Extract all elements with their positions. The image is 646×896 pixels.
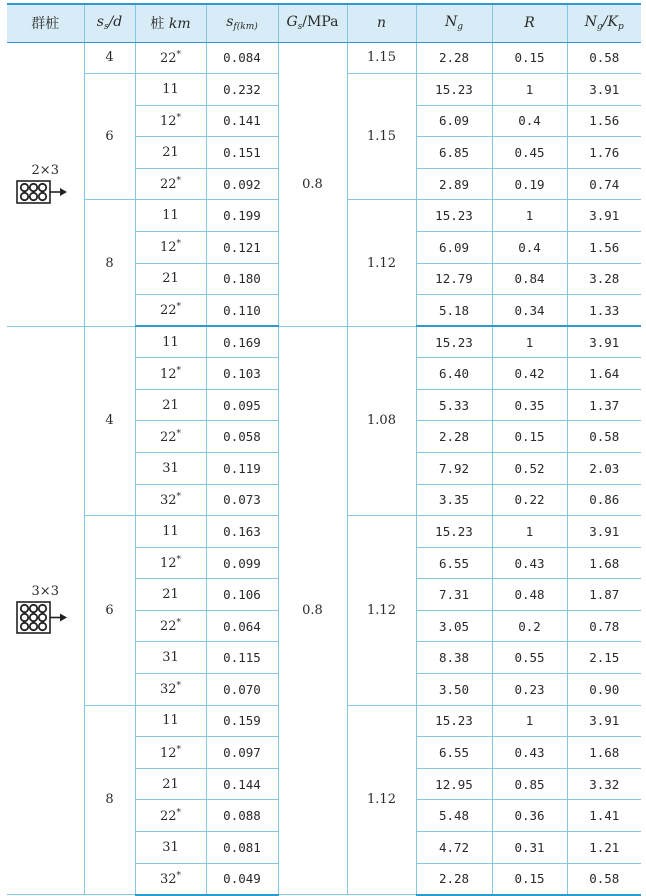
sf-cell: 0.095 <box>206 389 278 421</box>
star-mark: * <box>176 428 182 439</box>
km-cell <box>135 705 206 737</box>
sf-cell: 0.073 <box>206 484 278 516</box>
group-icon-wrap <box>7 601 84 636</box>
pile-circle <box>30 192 37 199</box>
r-cell: 0.15 <box>492 421 567 453</box>
gs-cell: 0.8 <box>278 42 347 326</box>
r-cell: 0.43 <box>492 547 567 579</box>
sf-cell: 0.119 <box>206 453 278 485</box>
pile-circle <box>21 623 28 630</box>
n-cell: 1.12 <box>347 705 416 894</box>
r-cell: 0.55 <box>492 642 567 674</box>
ngk-cell: 1.76 <box>567 137 641 169</box>
km-value: 22 <box>159 619 177 635</box>
pile-circle <box>30 605 37 612</box>
ngk-cell: 1.21 <box>567 831 641 863</box>
header-group: 群桩 <box>7 4 84 42</box>
table-row <box>7 326 641 358</box>
sf-cell: 0.092 <box>206 168 278 200</box>
r-cell: 1 <box>492 326 567 358</box>
km-value: 32 <box>159 682 177 698</box>
km-cell <box>135 579 206 611</box>
ng-cell: 2.28 <box>416 863 492 895</box>
km-value: 31 <box>162 839 179 855</box>
ng-cell: 4.72 <box>416 831 492 863</box>
km-value: 22 <box>159 808 177 824</box>
pile-group-2x3-icon <box>16 180 75 206</box>
r-cell: 0.23 <box>492 674 567 706</box>
km-cell <box>135 610 206 642</box>
km-value: 12 <box>159 745 177 761</box>
r-cell: 0.4 <box>492 105 567 137</box>
sf-cell: 0.232 <box>206 74 278 106</box>
ng-cell: 3.50 <box>416 674 492 706</box>
sf-cell: 0.049 <box>206 863 278 895</box>
km-value: 32 <box>159 492 177 508</box>
ng-cell: 7.92 <box>416 453 492 485</box>
n-cell: 1.12 <box>347 516 416 705</box>
pile-group-table <box>7 3 641 896</box>
km-cell <box>135 768 206 800</box>
group-label: 3×3 <box>31 584 59 600</box>
sd-cell: 8 <box>84 200 135 326</box>
star-mark: * <box>176 681 182 692</box>
ngk-cell: 2.15 <box>567 642 641 674</box>
header-row <box>7 4 641 42</box>
pile-circle <box>39 614 46 621</box>
km-value: 22 <box>159 429 177 445</box>
table-body <box>7 42 641 895</box>
group-icon-wrap <box>7 180 84 206</box>
ngk-cell: 2.03 <box>567 453 641 485</box>
sf-cell: 0.115 <box>206 642 278 674</box>
sf-cell: 0.064 <box>206 610 278 642</box>
ng-cell: 6.55 <box>416 737 492 769</box>
pile-circle <box>30 623 37 630</box>
r-cell: 0.45 <box>492 137 567 169</box>
star-mark: * <box>176 302 182 313</box>
km-value: 12 <box>159 556 177 572</box>
km-value: 21 <box>162 271 179 287</box>
km-value: 11 <box>162 208 179 224</box>
r-cell: 0.15 <box>492 863 567 895</box>
ng-cell: 7.31 <box>416 579 492 611</box>
km-value: 11 <box>162 81 179 97</box>
ng-cell: 6.55 <box>416 547 492 579</box>
km-cell <box>135 674 206 706</box>
group-cell <box>7 42 84 326</box>
km-cell <box>135 105 206 137</box>
km-cell <box>135 800 206 832</box>
km-cell <box>135 831 206 863</box>
ngk-cell: 1.68 <box>567 547 641 579</box>
km-value: 12 <box>159 113 177 129</box>
km-value: 22 <box>159 303 177 319</box>
km-cell <box>135 453 206 485</box>
ng-cell: 6.40 <box>416 358 492 390</box>
pile-circle <box>39 605 46 612</box>
ng-cell: 2.28 <box>416 42 492 74</box>
star-mark: * <box>176 491 182 502</box>
ng-cell: 15.23 <box>416 74 492 106</box>
km-value: 21 <box>162 587 179 603</box>
pile-circle <box>30 614 37 621</box>
header-gs: $G_s$/MPa <box>278 4 347 42</box>
ngk-cell: 0.78 <box>567 610 641 642</box>
km-cell <box>135 547 206 579</box>
r-cell: 0.43 <box>492 737 567 769</box>
km-cell <box>135 484 206 516</box>
star-mark: * <box>176 618 182 629</box>
sf-cell: 0.103 <box>206 358 278 390</box>
ngk-cell: 3.91 <box>567 326 641 358</box>
km-value: 11 <box>162 713 179 729</box>
n-cell: 1.08 <box>347 326 416 515</box>
ng-cell: 3.05 <box>416 610 492 642</box>
r-cell: 0.85 <box>492 768 567 800</box>
star-mark: * <box>176 870 182 881</box>
ng-cell: 6.85 <box>416 137 492 169</box>
star-mark: * <box>176 239 182 250</box>
pile-circle <box>21 614 28 621</box>
sd-cell: 4 <box>84 326 135 515</box>
header-sd: $s_s/d$ <box>84 4 135 42</box>
km-cell <box>135 389 206 421</box>
ngk-cell: 3.32 <box>567 768 641 800</box>
n-cell: 1.15 <box>347 74 416 200</box>
sf-cell: 0.141 <box>206 105 278 137</box>
r-cell: 0.34 <box>492 295 567 327</box>
sf-cell: 0.084 <box>206 42 278 74</box>
n-cell: 1.15 <box>347 42 416 74</box>
n-cell: 1.12 <box>347 200 416 326</box>
gs-cell: 0.8 <box>278 326 347 894</box>
ng-cell: 15.23 <box>416 516 492 548</box>
km-cell <box>135 42 206 74</box>
km-value: 32 <box>159 871 177 887</box>
r-cell: 0.36 <box>492 800 567 832</box>
km-value: 22 <box>159 50 177 66</box>
ngk-cell: 1.56 <box>567 105 641 137</box>
km-cell <box>135 421 206 453</box>
sf-cell: 0.169 <box>206 326 278 358</box>
sf-cell: 0.099 <box>206 547 278 579</box>
sd-cell: 6 <box>84 74 135 200</box>
ngk-cell: 3.91 <box>567 705 641 737</box>
ngk-cell: 1.56 <box>567 231 641 263</box>
pile-circle <box>21 605 28 612</box>
r-cell: 0.52 <box>492 453 567 485</box>
star-mark: * <box>176 49 182 60</box>
star-mark: * <box>176 807 182 818</box>
km-value: 11 <box>162 523 179 539</box>
ngk-cell: 3.28 <box>567 263 641 295</box>
sf-cell: 0.088 <box>206 800 278 832</box>
sd-cell: 6 <box>84 516 135 705</box>
km-cell <box>135 137 206 169</box>
ngk-cell: 1.41 <box>567 800 641 832</box>
km-cell <box>135 326 206 358</box>
sf-cell: 0.070 <box>206 674 278 706</box>
ng-cell: 6.09 <box>416 231 492 263</box>
ngk-cell: 0.58 <box>567 863 641 895</box>
ngk-cell: 1.37 <box>567 389 641 421</box>
sf-cell: 0.121 <box>206 231 278 263</box>
sf-cell: 0.163 <box>206 516 278 548</box>
ng-cell: 12.79 <box>416 263 492 295</box>
ngk-cell: 3.91 <box>567 74 641 106</box>
pile-group-3x3-icon <box>16 601 75 636</box>
r-cell: 1 <box>492 705 567 737</box>
km-cell <box>135 737 206 769</box>
header-ng: $N_g$ <box>416 4 492 42</box>
ngk-cell: 0.90 <box>567 674 641 706</box>
r-cell: 0.84 <box>492 263 567 295</box>
sf-cell: 0.199 <box>206 200 278 232</box>
ng-cell: 2.89 <box>416 168 492 200</box>
ngk-cell: 1.68 <box>567 737 641 769</box>
header-r: R <box>492 4 567 42</box>
km-cell <box>135 516 206 548</box>
sf-cell: 0.110 <box>206 295 278 327</box>
pile-circle <box>39 183 46 190</box>
km-value: 12 <box>159 366 177 382</box>
r-cell: 0.31 <box>492 831 567 863</box>
ng-cell: 6.09 <box>416 105 492 137</box>
star-mark: * <box>176 365 182 376</box>
ng-cell: 15.23 <box>416 705 492 737</box>
ng-cell: 5.48 <box>416 800 492 832</box>
ng-cell: 5.18 <box>416 295 492 327</box>
sf-cell: 0.106 <box>206 579 278 611</box>
km-cell <box>135 358 206 390</box>
star-mark: * <box>176 555 182 566</box>
r-cell: 0.48 <box>492 579 567 611</box>
star-mark: * <box>176 176 182 187</box>
pile-circle <box>21 192 28 199</box>
r-cell: 0.15 <box>492 42 567 74</box>
sf-cell: 0.159 <box>206 705 278 737</box>
km-value: 31 <box>162 460 179 476</box>
km-value: 11 <box>162 334 179 350</box>
sf-cell: 0.180 <box>206 263 278 295</box>
km-cell <box>135 295 206 327</box>
group-cell <box>7 326 84 894</box>
sf-cell: 0.097 <box>206 737 278 769</box>
r-cell: 1 <box>492 516 567 548</box>
r-cell: 0.35 <box>492 389 567 421</box>
ngk-cell: 0.58 <box>567 42 641 74</box>
km-value: 31 <box>162 650 179 666</box>
ngk-cell: 0.86 <box>567 484 641 516</box>
star-mark: * <box>176 112 182 123</box>
pile-circle <box>21 183 28 190</box>
pile-circle <box>39 623 46 630</box>
r-cell: 0.4 <box>492 231 567 263</box>
sf-cell: 0.081 <box>206 831 278 863</box>
ng-cell: 2.28 <box>416 421 492 453</box>
km-value: 21 <box>162 397 179 413</box>
ng-cell: 5.33 <box>416 389 492 421</box>
r-cell: 1 <box>492 200 567 232</box>
r-cell: 0.2 <box>492 610 567 642</box>
ngk-cell: 0.58 <box>567 421 641 453</box>
star-mark: * <box>176 744 182 755</box>
sf-cell: 0.058 <box>206 421 278 453</box>
pile-circle <box>39 192 46 199</box>
ng-cell: 12.95 <box>416 768 492 800</box>
ng-cell: 3.35 <box>416 484 492 516</box>
sd-cell: 4 <box>84 42 135 74</box>
table-row <box>7 42 641 74</box>
header-n: n <box>347 4 416 42</box>
ngk-cell: 1.33 <box>567 295 641 327</box>
ngk-cell: 3.91 <box>567 516 641 548</box>
ngk-cell: 0.74 <box>567 168 641 200</box>
ngk-cell: 1.64 <box>567 358 641 390</box>
header-ngk: $N_g/K_p$ <box>567 4 641 42</box>
km-cell <box>135 200 206 232</box>
km-value: 22 <box>159 177 177 193</box>
km-cell <box>135 231 206 263</box>
km-value: 12 <box>159 240 177 256</box>
ngk-cell: 1.87 <box>567 579 641 611</box>
ng-cell: 8.38 <box>416 642 492 674</box>
r-cell: 0.42 <box>492 358 567 390</box>
km-cell <box>135 263 206 295</box>
header-sf: $s_{f(km)}$ <box>206 4 278 42</box>
group-label: 2×3 <box>31 162 59 178</box>
km-cell <box>135 642 206 674</box>
pile-circle <box>30 183 37 190</box>
r-cell: 1 <box>492 74 567 106</box>
ng-cell: 15.23 <box>416 326 492 358</box>
r-cell: 0.22 <box>492 484 567 516</box>
km-value: 21 <box>162 145 179 161</box>
sf-cell: 0.151 <box>206 137 278 169</box>
ngk-cell: 3.91 <box>567 200 641 232</box>
km-value: 21 <box>162 776 179 792</box>
km-cell <box>135 863 206 895</box>
sf-cell: 0.144 <box>206 768 278 800</box>
load-arrow-head <box>60 188 67 196</box>
km-cell <box>135 168 206 200</box>
sd-cell: 8 <box>84 705 135 894</box>
r-cell: 0.19 <box>492 168 567 200</box>
ng-cell: 15.23 <box>416 200 492 232</box>
km-cell <box>135 74 206 106</box>
header-km: 桩 km <box>135 4 206 42</box>
load-arrow-head <box>60 614 67 622</box>
